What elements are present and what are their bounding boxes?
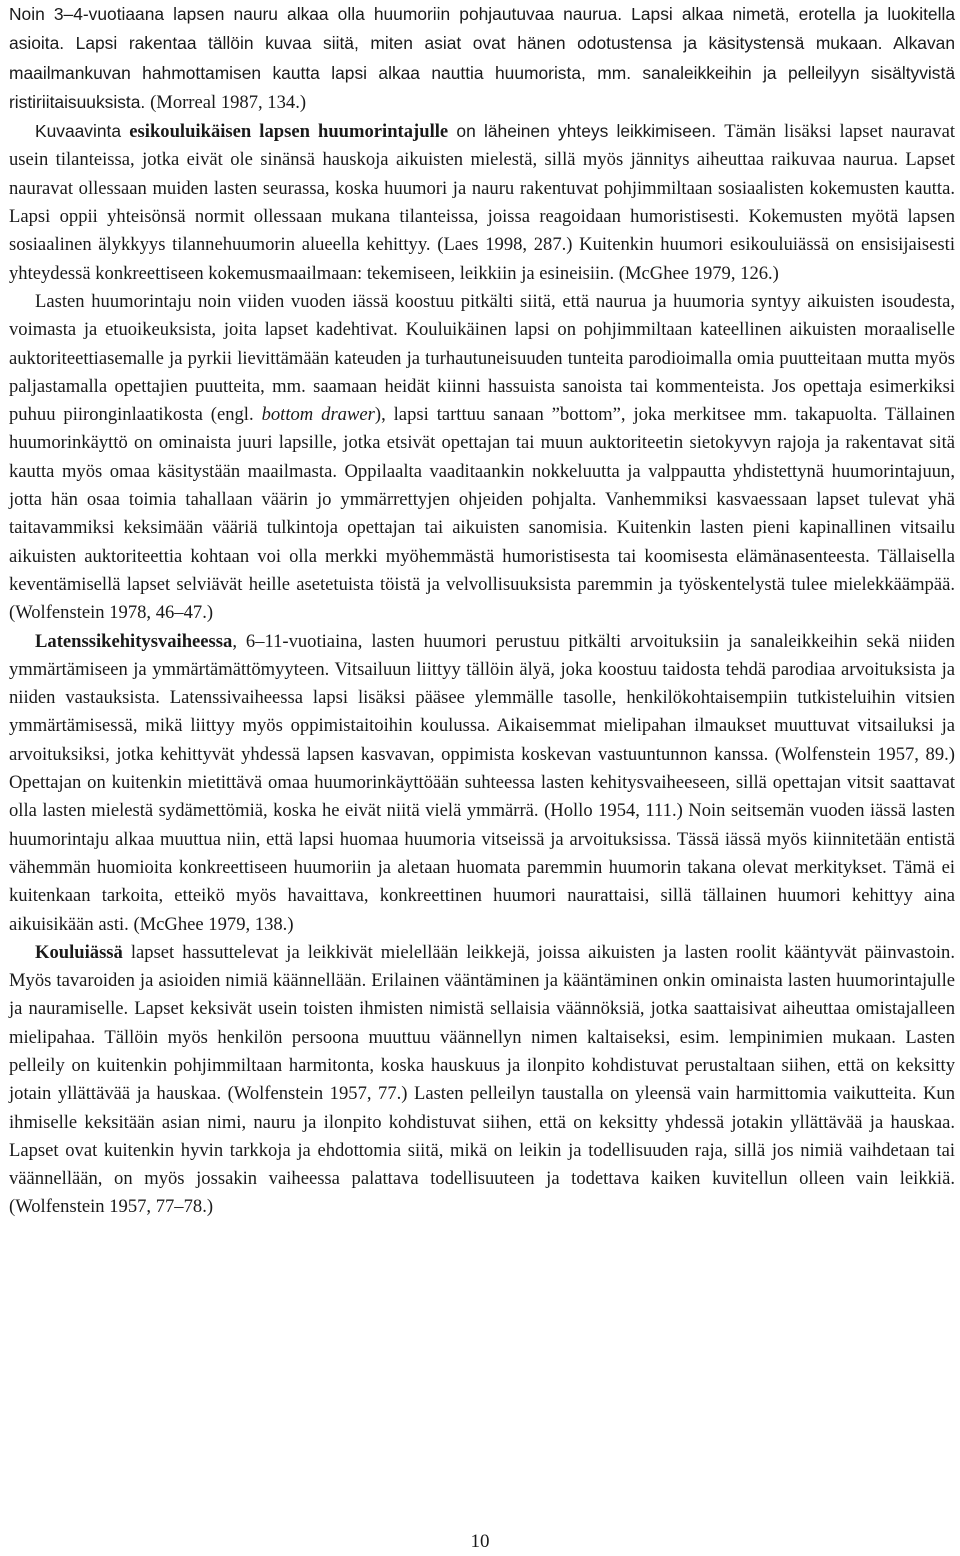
paragraph-5	[9, 939, 955, 1222]
paragraph-2	[9, 117, 955, 288]
paragraph-5-bold-term: Kouluiässä	[35, 941, 123, 963]
paragraph-5-run-2: lapset hassuttelevat ja leikkivät mielellään leikkejä, joissa aikuisten ja lasten roolit kääntyvät päinvastoin. Myös tavaroiden ja asioiden nimiä käännellään. Erilainen vääntäminen ja kääntäminen onkin ominaista lasten huumorintajulle ja nauramiselle. Lapset keksivät usein toisten ihmisten nimistä sellaisia väännöksiä, jotka saattaisivat aiheuttaa omistajalleen mielipahaa. Tällöin myös henkilön persoona muuttuu väännellyn nimen kaltaiseksi, esim. lempinimien mukaan. Lasten pelleily on kuitenkin pohjimmiltaan harmitonta, koska hauskuus ja ilonpito kohdistuvat perustaltaan siihen, että on keksitty jotain yllättävää ja hauskaa. (Wolfenstein 1957, 77.) Lasten pelleilyn taustalla on yleensä vain harmittomia vaikutteita. Kun ihmiselle keksitään asian nimi, nauru ja ilonpito kohdistuvat siihen, että on keksitty yhdessä jotakin yllättävää ja hauskaa. Lapset ovat kuitenkin hyvin tarkkoja ja ehdottomia siitä, mikä on leikin ja todellisuuden raja, sillä jos nimiä vaihdetaan tai väännellään, on myös jossakin vaiheessa palattava todellisuuteen ja todettava kaiken kuvitellun olleen vain leikkiä. (Wolfenstein 1957, 77–78.)	[9, 941, 955, 1218]
paragraph-2-bold-term: esikouluikäisen lapsen huumorintajulle	[129, 121, 449, 143]
paragraph-4-run-2: , 6–11-vuotiaina, lasten huumori perustuu pitkälti arvoituksiin ja sanaleikkeihin sekä niiden ymmärtämiseen ja ymmärtämättömyyteen. Vitsailuun liittyy tällöin älyä, joka koostuu taidosta tehdä parodiaa arvoituksista ja niiden vastauksista. Latenssivaiheessa lapsi lisäksi pääsee ylemmälle tasolle, henkilökohtaisempiin tutkisteluihin vitsien ymmärtämisessä, mikä liittyy myös oppimistaitoihin koulussa. Aikaisemmat mielipahan ilmaukset muuttuvat vitsailuksi ja arvoituksiksi, jotka kehittyvät yhdessä lapsen kasvavan, oppimista koskevan vastuuntunnon kanssa. (Wolfenstein 1957, 89.) Opettajan on kuitenkin mietittävä omaa huumorinkäyttöään suhteessa lasten kehitysvaiheeseen, sillä opettajan vitsit saattavat olla lasten mielestä sydämettömiä, koska he eivät niitä vielä ymmärrä. (Hollo 1954, 111.) Noin seitsemän vuoden iässä lasten huumorintaju alkaa muuttua niin, että lapsi huomaa huumoria vitseissä ja arvoituksissa. Tässä iässä myös kiinnitetään entistä vähemmän huomioita konkreettiseen huumoriin ja aletaan huomata paremmin huumorin takana olevat merkitykset. Tämä ei kuitenkaan tarkoita, etteikö myös havaittava, konkreettinen huumori naurattaisi, sillä tällainen huumori kehittyy aina aikuisikään asti. (McGhee 1979, 138.)	[9, 630, 955, 935]
paragraph-2-run-4: Tämän lisäksi lapset nauravat usein tilanteissa, jotka eivät ole sinänsä hauskoja aikuisten mielestä, sillä myös jännitys aiheuttaa raikuvaa naurua. Lapset nauravat ollessaan muiden lasten seurassa, koska huumori ja nauru rakentuvat pohjimmiltaan sosiaalisten kokemusten kautta. Lapsi oppii yhteisönsä normit ollessaan mukana tilanteissa, joissa reagoidaan humoristisesti. Kokemusten myötä lapsen sosiaalinen älykkyys tilannehuumorin alueella kehittyy. (Laes 1998, 287.) Kuitenkin huumori esikouluiässä on ensisijaisesti yhteydessä konkreettiseen kokemusmaailmaan: tekemiseen, leikkiin ja esineisiin. (McGhee 1979, 126.)	[9, 121, 955, 284]
paragraph-2-run-3: on läheinen yhteys leikkimiseen.	[448, 121, 725, 142]
paragraph-2-run-1: Kuvaavinta	[35, 121, 130, 142]
paragraph-3-italic-term: bottom drawer	[261, 404, 375, 426]
paragraph-3-run-3: ), lapsi tarttuu sanaan ”bottom”, joka merkitsee mm. takapuolta. Tällainen huumorinkäyttö on ominaista juuri lapsille, jotka etsivät opettajan tai muun auktoriteetin sietokyvyn rajoja ja rakentavat sitä kautta myös omaa käsitystään maailmasta. Oppilaalta vaaditaankin nokkeluutta ja valppautta yhdistettynä huumorintajuun, jotta hän osaa toimia tahallaan väärin jo ymmärrettyjen ohjeiden pohjalta. Vanhemmiksi kasvaessaan lapset tulevat yhä taitavammiksi keksimään vääriä tulkintoja opettajan tai aikuisten sanomisia. Kuitenkin lasten pieni kapinallinen vitsailu aikuisten auktoriteettia kohtaan voi olla merkki myöhemmästä humoristisesta tai koomisesta elämänasenteesta. Tällaisella keventämisellä lapset selviävät heille asetetuista töistä ja velvollisuuksista paremmin ja työskentelystä tulee mielekkäämpää. (Wolfenstein 1978, 46–47.)	[9, 404, 955, 624]
paragraph-1	[9, 0, 955, 117]
document-page	[9, 0, 955, 1222]
page-number: 10	[470, 1531, 490, 1552]
paragraph-3-run-1: Lasten huumorintaju noin viiden vuoden iässä koostuu pitkälti siitä, että naurua ja huumoria syntyy aikuisten isoudesta, voimasta ja etuoikeuksista, joita lapset kadehtivat. Kouluikäinen lapsi on pohjimmiltaan kateellinen aikuisten moraaliselle auktoriteettiasemalle ja pyrkii lievittämään kateuden ja turhautuneisuuden tunteita parodioimalla omia puutteitaan mutta myös paljastamalla opettajien puutteita, mm. saamaan heidät kiinni hassuista sanoista tai kommenteista. Jos opettaja esimerkiksi puhuu piironginlaatikosta (engl.	[9, 290, 955, 426]
paragraph-3	[9, 288, 955, 628]
paragraph-1-run-1: Noin 3–4-vuotiaana lapsen nauru alkaa olla huumoriin pohjautuvaa naurua. Lapsi alkaa nimetä, erotella ja luokitella asioita. Lapsi rakentaa tällöin kuvaa siitä, miten asiat ovat hänen odotustensa ja käsitystensä mukaan. Alkavan maailmankuvan hahmottamisen kautta lapsi alkaa nauttia huumorista, mm. sanaleikkeihin ja pelleilyyn sisältyvistä ristiriitaisuuksista.	[9, 4, 955, 112]
paragraph-1-citation: (Morreal 1987, 134.)	[150, 91, 307, 113]
paragraph-4-bold-term: Latenssikehitysvaiheessa	[35, 630, 233, 652]
paragraph-4	[9, 628, 955, 939]
